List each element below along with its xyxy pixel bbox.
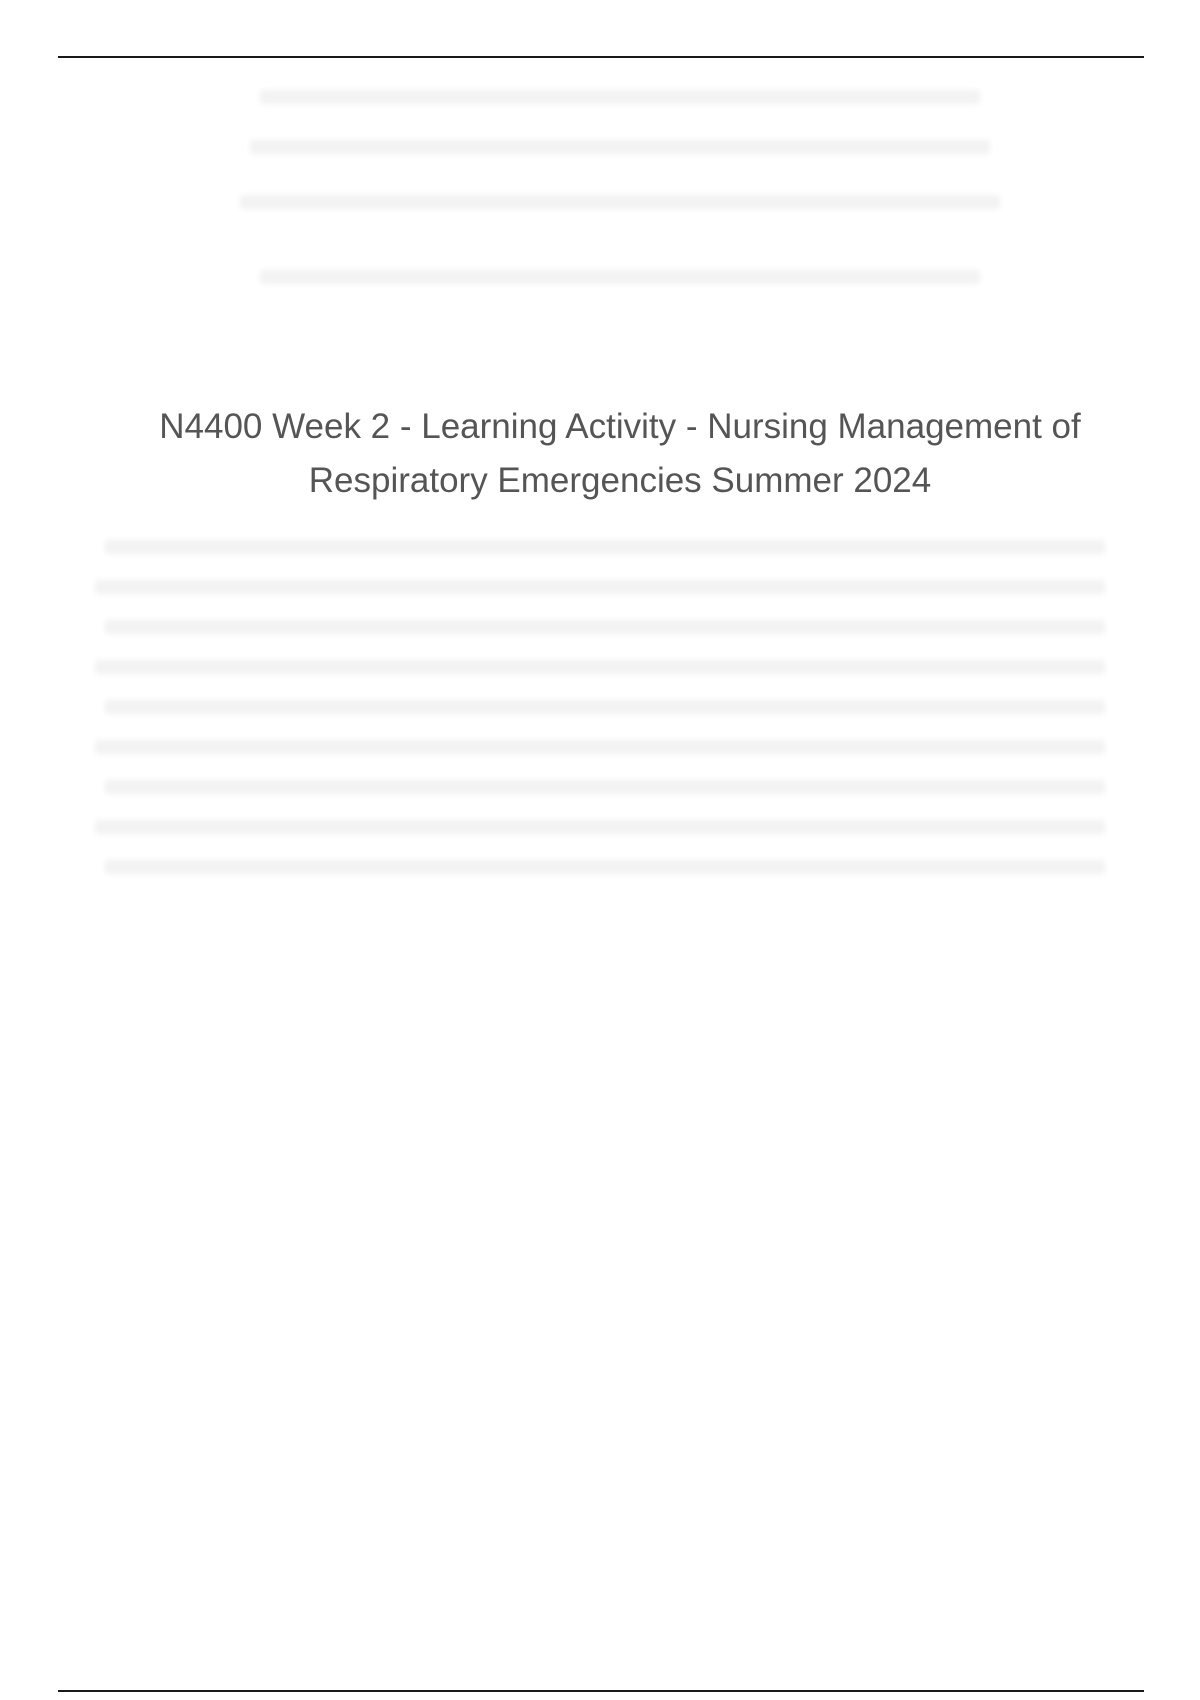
bottom-rule: [58, 1690, 1144, 1692]
faded-background-text-body: [95, 520, 1115, 920]
faded-background-text-top: [240, 70, 1020, 330]
document-title: N4400 Week 2 - Learning Activity - Nursing Management of Respiratory Emergencies Summer 2024: [159, 407, 1081, 500]
top-rule: [58, 56, 1144, 58]
